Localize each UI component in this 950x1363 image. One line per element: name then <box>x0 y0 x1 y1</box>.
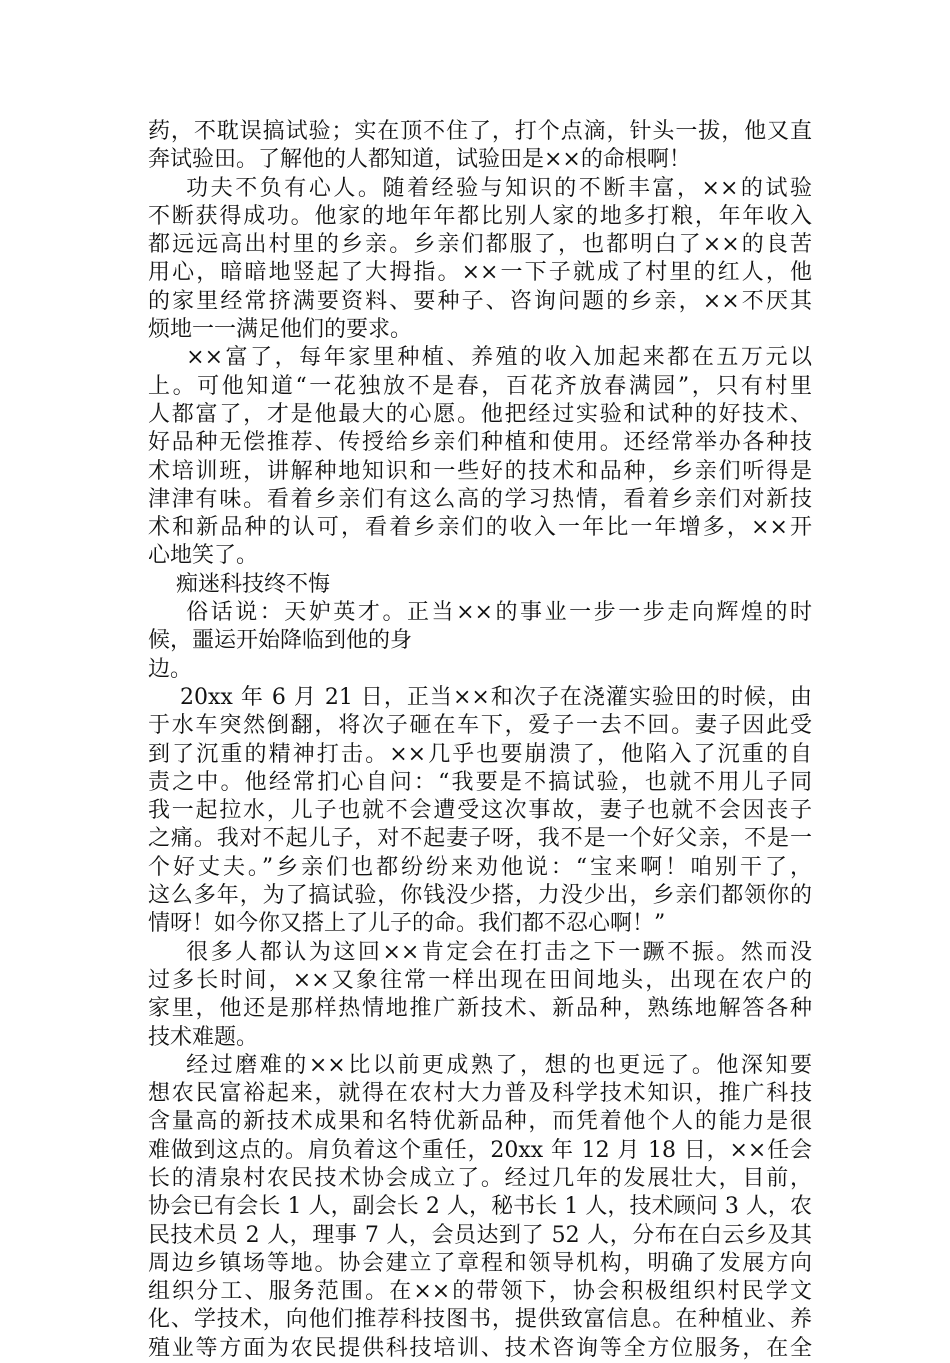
text-line: 痴迷科技终不悔 <box>148 571 330 597</box>
text-line: 功夫不负有心人。随着经验与知识的不断丰富，××的试验 <box>148 175 812 201</box>
text-line: 的家里经常挤满要资料、要种子、咨询问题的乡亲，××不厌其 <box>148 288 812 314</box>
text-line: 奔试验田。了解他的人都知道，试验田是××的命根啊！ <box>148 147 691 173</box>
text-line: 俗话说：天妒英才。正当××的事业一步一步走向辉煌的时 <box>148 600 812 626</box>
text-line: 用心，暗暗地竖起了大拇指。××一下子就成了村里的红人，他 <box>148 260 812 286</box>
text-line: 术培训班，讲解种地知识和一些好的技术和品种，乡亲们听得是 <box>148 458 812 484</box>
text-line: 想农民富裕起来，就得在农村大力普及科学技术知识，推广科技 <box>148 1081 812 1107</box>
text-line: 难做到这点的。肩负着这个重任，20xx 年 12 月 18 日，××任会 <box>148 1137 812 1163</box>
text-line: 津津有味。看着乡亲们有这么高的学习热情，看着乡亲们对新技 <box>148 486 812 512</box>
text-line: 人都富了，才是他最大的心愿。他把经过实验和试种的好技术、 <box>148 401 812 427</box>
text-line: 周边乡镇场等地。协会建立了章程和领导机构，明确了发展方向 <box>148 1250 812 1276</box>
text-line: 过多长时间，××又象往常一样出现在田间地头，出现在农户的 <box>148 967 812 993</box>
text-line: 好品种无偿推荐、传授给乡亲们种植和使用。还经常举办各种技 <box>148 430 812 456</box>
text-line: 之痛。我对不起儿子，对不起妻子呀，我不是一个好父亲，不是一 <box>148 826 812 852</box>
text-line: 家里，他还是那样热情地推广新技术、新品种，熟练地解答各种 <box>148 996 812 1022</box>
text-line: 到了沉重的精神打击。××几乎也要崩溃了，他陷入了沉重的自 <box>148 741 812 767</box>
text-line: 这么多年，为了搞试验，你钱没少搭，力没少出，乡亲们都领你的 <box>148 883 812 909</box>
text-line: 技术难题。 <box>148 1024 259 1050</box>
text-line: 边。 <box>148 656 193 682</box>
document-page <box>148 118 812 1363</box>
text-line: 不断获得成功。他家的地年年都比别人家的地多打粮，年年收入 <box>148 203 812 229</box>
text-line: 责之中。他经常扪心自问：“我要是不搞试验，也就不用儿子同 <box>148 769 812 795</box>
text-line: 很多人都认为这回××肯定会在打击之下一蹶不振。然而没 <box>148 939 812 965</box>
text-line: 我一起拉水，儿子也就不会遭受这次事故，妻子也就不会因丧子 <box>148 798 812 824</box>
text-line: 组织分工、服务范围。在××的带领下，协会积极组织村民学文 <box>148 1279 812 1305</box>
text-line: 含量高的新技术成果和名特优新品种，而凭着他个人的能力是很 <box>148 1109 812 1135</box>
text-line: 于水车突然倒翻，将次子砸在车下，爱子一去不回。妻子因此受 <box>148 713 812 739</box>
text-line: 上。可他知道“一花独放不是春，百花齐放春满园”，只有村里 <box>148 373 812 399</box>
text-line: 民技术员 2 人，理事 7 人，会员达到了 52 人，分布在白云乡及其 <box>148 1222 812 1248</box>
text-line: 化、学技术，向他们推荐科技图书，提供致富信息。在种植业、养 <box>148 1307 812 1333</box>
text-line: ××富了，每年家里种植、养殖的收入加起来都在五万元以 <box>148 345 812 371</box>
text-line: 20xx 年 6 月 21 日，正当××和次子在浇灌实验田的时候，由 <box>148 684 812 710</box>
text-line: 长的清泉村农民技术协会成立了。经过几年的发展壮大，目前， <box>148 1165 812 1191</box>
text-line: 个好丈夫。”乡亲们也都纷纷来劝他说：“宝来啊！咱别干了， <box>148 854 812 880</box>
text-line: 殖业等方面为农民提供科技培训、技术咨询等全方位服务，在全 <box>148 1335 812 1361</box>
text-line: 心地笑了。 <box>148 543 259 569</box>
text-line: 烦地一一满足他们的要求。 <box>148 317 413 343</box>
text-line: 药，不耽误搞试验；实在顶不住了，打个点滴，针头一拔，他又直 <box>148 119 812 144</box>
text-line: 都远远高出村里的乡亲。乡亲们都服了，也都明白了××的良苦 <box>148 232 812 258</box>
text-line: 候，噩运开始降临到他的身 <box>148 628 413 654</box>
text-line: 经过磨难的××比以前更成熟了，想的也更远了。他深知要 <box>148 1052 812 1078</box>
text-line: 术和新品种的认可，看着乡亲们的收入一年比一年增多，××开 <box>148 515 812 541</box>
text-line: 情呀！如今你又搭上了儿子的命。我们都不忍心啊！” <box>148 911 666 937</box>
text-line: 协会已有会长 1 人，副会长 2 人，秘书长 1 人，技术顾问 3 人，农 <box>148 1194 812 1220</box>
